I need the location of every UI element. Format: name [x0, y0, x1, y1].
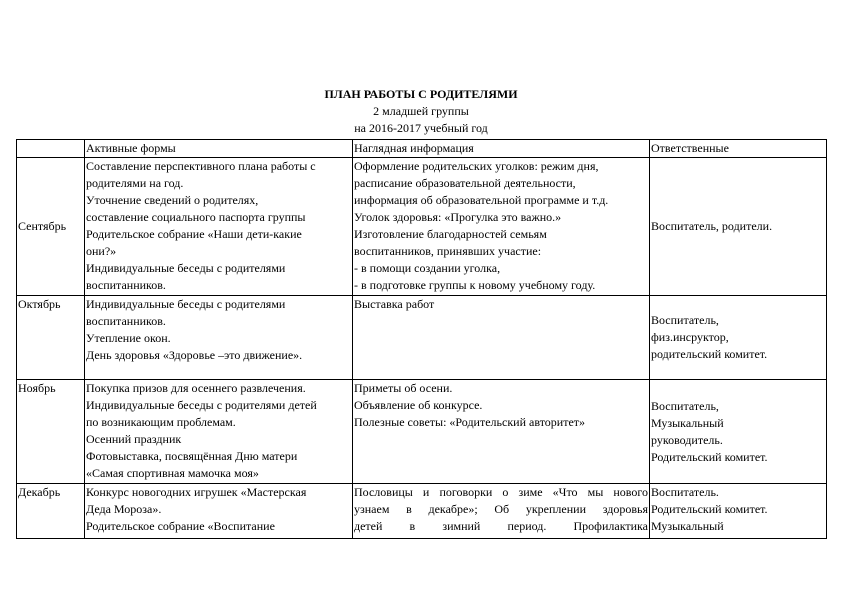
text-line: Пословицы и поговорки о зиме «Что мы нового: [354, 485, 648, 499]
month-label: Октябрь: [18, 297, 61, 311]
text-line: Индивидуальные беседы с родителями детей: [86, 398, 317, 412]
text-line: Родительское собрание «Воспитание: [86, 519, 275, 533]
text-line: Музыкальный: [651, 415, 724, 430]
text-line: Составление перспективного плана работы с: [86, 159, 316, 173]
header-cell-active: Активные формы: [85, 140, 353, 158]
text-line: Музыкальный: [651, 519, 724, 533]
text-line: Воспитатель,: [651, 398, 719, 413]
responsible-cell: [650, 296, 827, 380]
text-line: Родительский комитет.: [651, 502, 768, 516]
text-line: Индивидуальные беседы с родителями: [86, 261, 286, 275]
plan-table: [16, 139, 827, 539]
responsible-cell: [650, 484, 827, 539]
page-subtitle-group: 2 младшей группы: [373, 104, 469, 118]
month-label: Ноябрь: [18, 381, 56, 395]
text-line: руководитель.: [651, 432, 723, 447]
visual-info-cell: [353, 380, 650, 484]
text-line: Выставка работ: [354, 297, 435, 311]
responsible-cell: [650, 380, 827, 484]
month-cell: [17, 380, 85, 484]
text-line: родительский комитет.: [651, 347, 768, 361]
visual-info-cell: [353, 484, 650, 539]
text-line: Родительское собрание «Наши дети-какие: [86, 227, 302, 241]
table-row: [17, 158, 827, 296]
active-forms-cell: [85, 380, 353, 484]
month-label: Декабрь: [18, 485, 61, 499]
text-line: Родительский комитет.: [651, 449, 768, 464]
active-forms-cell: [85, 296, 353, 380]
month-cell: [17, 296, 85, 380]
text-line: Воспитатель, родители.: [651, 219, 773, 233]
page-title: ПЛАН РАБОТЫ С РОДИТЕЛЯМИ: [324, 87, 518, 101]
text-line: Воспитатель,: [651, 313, 719, 327]
visual-info-cell: [353, 296, 650, 380]
month-cell: [17, 158, 85, 296]
text-line: Приметы об осени.: [354, 381, 453, 395]
text-line: составление социального паспорта группы: [86, 210, 306, 224]
text-line: Фотовыставка, посвящённая Дню матери: [86, 449, 298, 463]
text-line: воспитанников, принявших участие:: [354, 244, 542, 258]
text-line: Индивидуальные беседы с родителями: [86, 297, 286, 311]
text-line: Деда Мороза».: [86, 502, 162, 516]
text-line: воспитанников.: [86, 278, 166, 292]
text-line: Изготовление благодарностей семьям: [354, 227, 547, 241]
page-subtitle-year: на 2016-2017 учебный год: [354, 121, 488, 135]
visual-info-cell: [353, 158, 650, 296]
header-cell-month: [17, 140, 85, 158]
text-line: «Самая спортивная мамочка моя»: [86, 466, 259, 480]
month-cell: [17, 484, 85, 539]
text-line: Уголок здоровья: «Прогулка это важно.»: [354, 210, 562, 224]
text-line: они?»: [86, 244, 117, 258]
text-line: детей в зимний период. Профилактика: [354, 519, 648, 533]
text-line: Полезные советы: «Родительский авторитет»: [354, 415, 586, 429]
month-label: Сентябрь: [18, 219, 67, 233]
text-line: расписание образовательной деятельности,: [354, 176, 576, 190]
text-line: узнаем в декабре»; Об укреплении здоровья: [354, 502, 648, 516]
text-line: информация об образовательной программе и т.д.: [354, 193, 609, 207]
table-row: [17, 296, 827, 380]
text-line: Объявление об конкурсе.: [354, 398, 483, 412]
header-cell-visual: Наглядная информация: [353, 140, 650, 158]
text-line: физ.инсруктор,: [651, 330, 729, 344]
text-line: Осенний праздник: [86, 432, 182, 446]
text-line: по возникающим проблемам.: [86, 415, 236, 429]
active-forms-cell: [85, 484, 353, 539]
text-line: Оформление родительских уголков: режим дня,: [354, 159, 599, 173]
text-line: День здоровья «Здоровье –это движение».: [86, 348, 303, 362]
text-line: воспитанников.: [86, 314, 166, 328]
text-line: Воспитатель.: [651, 485, 719, 499]
text-line: родителями на год.: [86, 176, 184, 190]
text-line: Утепление окон.: [86, 331, 171, 345]
table-header-row: [17, 140, 827, 158]
text-line: - в помощи создании уголка,: [354, 261, 501, 275]
text-line: Уточнение сведений о родителях,: [86, 193, 259, 207]
active-forms-cell: [85, 158, 353, 296]
text-line: Покупка призов для осеннего развлечения.: [86, 381, 306, 395]
table-row: [17, 380, 827, 484]
text-line: Конкурс новогодних игрушек «Мастерская: [86, 485, 307, 499]
responsible-cell: [650, 158, 827, 296]
table-row: [17, 484, 827, 539]
header-cell-responsible: Ответственные: [650, 140, 827, 158]
text-line: - в подготовке группы к новому учебному году.: [354, 278, 596, 292]
